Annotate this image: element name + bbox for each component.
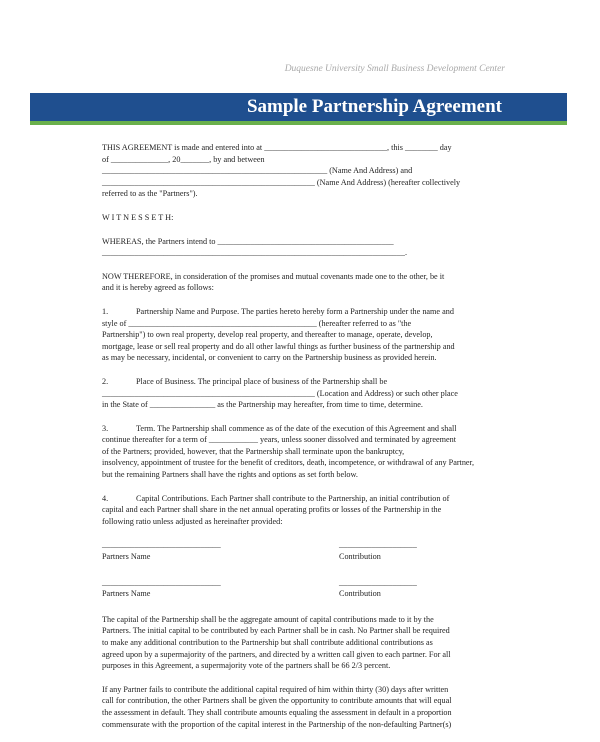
- section-2-text: Place of Business. The principal place of business of the Partnership shall be: [136, 376, 388, 386]
- intro-line: ____________________________________________________ (Name And Address) (hereafter collectively: [102, 177, 461, 187]
- contribution-label: Contribution: [339, 552, 381, 562]
- additional-capital-line: If any Partner fails to contribute the additional capital required of him within thirty (30) days after written: [102, 684, 449, 694]
- whereas-line: WHEREAS, the Partners intend to ___________________________________________: [102, 236, 394, 246]
- intro-line: referred to as the "Partners").: [102, 189, 198, 199]
- partner-name-line: _____________________________: [102, 540, 221, 550]
- document-title: Sample Partnership Agreement: [246, 96, 502, 117]
- section-4-line: following ratio unless adjusted as hereinafter provided:: [102, 516, 283, 526]
- now-therefore-line: NOW THEREFORE, in consideration of the promises and mutual covenants made one to the other, be it: [102, 271, 445, 281]
- section-number: 1.: [102, 306, 109, 316]
- section-3-line: continue thereafter for a term of ____________ years, unless sooner dissolved and terminated by agreement: [102, 435, 456, 445]
- contribution-line: ___________________: [339, 540, 417, 550]
- additional-capital-line: commensurate with the proportion of the capital interest in the Partnership of the non-defaulting Partner(s): [102, 719, 452, 729]
- section-number: 3.: [102, 423, 109, 433]
- contribution-line: ___________________: [339, 577, 417, 587]
- section-2-line: [102, 376, 512, 388]
- section-3-text: Term. The Partnership shall commence as of the date of the execution of this Agreement and shall: [136, 423, 457, 433]
- now-therefore-paragraph: [102, 271, 512, 294]
- capital-line: purposes in this Agreement, a supermajority vote of the partners shall be 66 2/3 percent.: [102, 661, 391, 671]
- capital-line: agreed upon by a supermajority of the partners, and directed by a written call given to each partner. For all: [102, 649, 451, 659]
- additional-capital-line: call for contribution, the other Partners shall be given the opportunity to contribute amounts that will equal: [102, 696, 452, 706]
- section-2-line: ____________________________________________________ (Location and Address) or such other place: [102, 388, 458, 398]
- partner-name-label: Partners Name: [102, 552, 151, 562]
- section-3-term: [102, 423, 512, 481]
- capital-line: to make any additional contribution to the Partnership but shall contribute additional contributions as: [102, 638, 433, 647]
- intro-line: of ______________, 20_______, by and between: [102, 154, 265, 164]
- section-3-line: but the remaining Partners shall have the rights and options as set forth below.: [102, 470, 358, 480]
- intro-paragraph: [102, 142, 512, 200]
- partner-name-label: Partners Name: [102, 589, 151, 599]
- section-3-line: [102, 423, 512, 435]
- section-number: 4.: [102, 493, 109, 503]
- section-3-line: insolvency, appointment of trustee for the benefit of creditors, death, incompetence, or withdrawal of any Partner,: [102, 458, 474, 468]
- title-bar: [30, 93, 567, 125]
- additional-capital-line: the assessment in default. They shall contribute amounts equaling the assessment in default in a proportion: [102, 707, 452, 717]
- partner-name-line: _____________________________: [102, 577, 221, 587]
- section-4-line: capital and each Partner shall share in the net annual operating profits or losses of the Partnership in the: [102, 505, 442, 515]
- contribution-label: Contribution: [339, 589, 381, 599]
- section-2-line: in the State of ________________ as the Partnership may hereafter, from time to time, determine.: [102, 400, 423, 410]
- witnesseth-text: W I T N E S S E T H:: [102, 212, 174, 222]
- section-number: 2.: [102, 376, 109, 386]
- section-1-line: style of ______________________________________________ (hereafter referred to as "the: [102, 318, 412, 328]
- signature-block-1: [102, 539, 512, 562]
- capital-line: The capital of the Partnership shall be the aggregate amount of capital contributions made to it by the: [102, 614, 434, 624]
- section-4-line: [102, 493, 512, 505]
- signature-block-2: [102, 577, 512, 600]
- intro-line: _______________________________________________________ (Name And Address) and: [102, 166, 413, 176]
- section-1-text: Partnership Name and Purpose. The parties hereto hereby form a Partnership under the name and: [136, 306, 454, 316]
- additional-capital-paragraph: [102, 684, 512, 730]
- section-1-line: mortgage, lease or sell real property and do all other lawful things as further business of the partnership and: [102, 341, 455, 351]
- witnesseth-heading: [102, 212, 512, 224]
- agreement-body: [102, 142, 512, 742]
- capital-paragraph: [102, 614, 512, 672]
- section-4-capital-contributions: [102, 493, 512, 528]
- section-3-line: of the Partners; provided, however, that the Partnership shall terminate upon the bankruptcy,: [102, 446, 405, 456]
- section-1-line: [102, 306, 512, 318]
- page-header-org: Duquesne University Small Business Development Center: [284, 64, 505, 74]
- section-1-line: as may be necessary, incidental, or convenient to carry on the Partnership business as provided herein.: [102, 353, 437, 363]
- section-2-place-of-business: [102, 376, 512, 411]
- section-4-text: Capital Contributions. Each Partner shall contribute to the Partnership, an initial contribution of: [136, 493, 450, 503]
- whereas-line: __________________________________________________________________________.: [102, 248, 407, 258]
- section-1-line: Partnership") to own real property, develop real property, and thereafter to manage, operate, develop,: [102, 330, 433, 340]
- whereas-paragraph: [102, 236, 512, 259]
- capital-line: Partners. The initial capital to be contributed by each Partner shall be in cash. No Partner shall be required: [102, 626, 450, 636]
- intro-line: THIS AGREEMENT is made and entered into at ______________________________, this ________ day: [102, 143, 452, 152]
- section-1-name-purpose: [102, 306, 512, 364]
- now-therefore-line: and it is hereby agreed as follows:: [102, 283, 214, 293]
